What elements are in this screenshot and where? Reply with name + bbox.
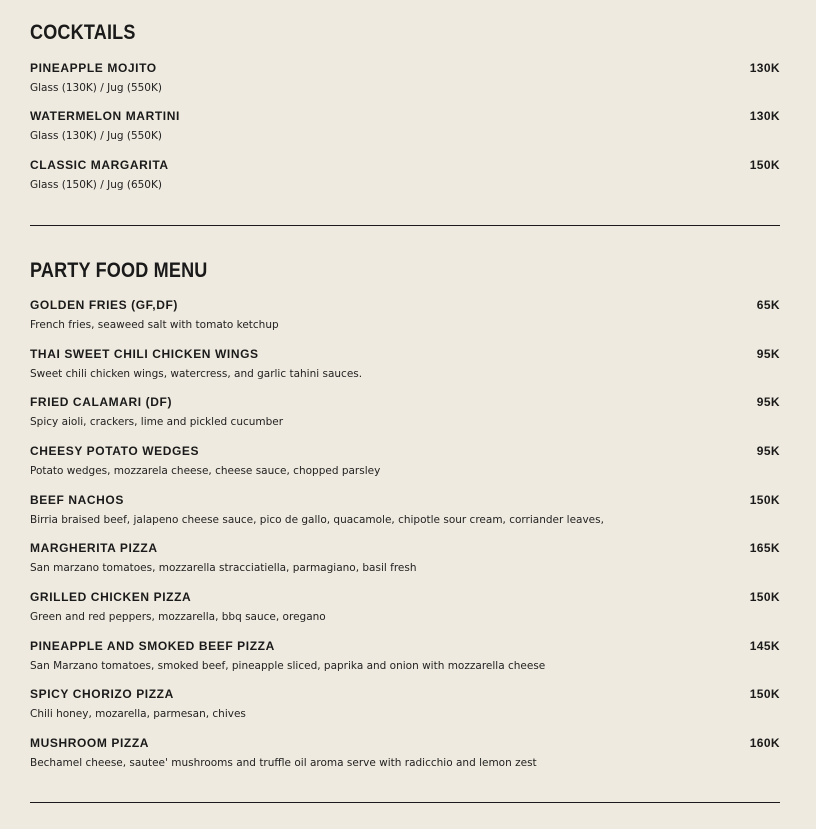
item-name: MUSHROOM PIZZA <box>30 736 150 750</box>
item-name: SPICY CHORIZO PIZZA <box>30 687 174 701</box>
item-price: 65K <box>756 298 780 312</box>
item-price: 160K <box>749 736 780 750</box>
item-price: 145K <box>749 639 780 653</box>
item-description: Birria braised beef, jalapeno cheese sauce, pico de gallo, quacamole, chipotle sour cream, corriander leaves, <box>30 514 604 526</box>
item-price: 165K <box>749 541 780 555</box>
item-description: Glass (130K) / Jug (550K) <box>30 82 162 94</box>
item-name: GOLDEN FRIES (GF,DF) <box>30 298 178 312</box>
section-title-cocktails: COCKTAILS <box>30 21 136 44</box>
item-name: PINEAPPLE AND SMOKED BEEF PIZZA <box>30 639 275 653</box>
section-title-party-food: PARTY FOOD MENU <box>30 259 208 282</box>
item-price: 130K <box>749 109 780 123</box>
item-price: 150K <box>749 687 780 701</box>
item-name: CLASSIC MARGARITA <box>30 158 169 172</box>
item-price: 95K <box>756 347 780 361</box>
section-divider <box>30 802 780 803</box>
item-description: San Marzano tomatoes, smoked beef, pineapple sliced, paprika and onion with mozzarella cheese <box>30 660 546 672</box>
item-name: FRIED CALAMARI (DF) <box>30 395 173 409</box>
item-description: Glass (130K) / Jug (550K) <box>30 130 162 142</box>
item-price: 95K <box>756 444 780 458</box>
item-name: MARGHERITA PIZZA <box>30 541 158 555</box>
item-name: THAI SWEET CHILI CHICKEN WINGS <box>30 347 259 361</box>
item-price: 150K <box>749 493 780 507</box>
item-description: Potato wedges, mozzarela cheese, cheese sauce, chopped parsley <box>30 465 381 477</box>
item-description: French fries, seaweed salt with tomato ketchup <box>30 319 279 331</box>
item-name: GRILLED CHICKEN PIZZA <box>30 590 192 604</box>
item-description: Green and red peppers, mozzarella, bbq sauce, oregano <box>30 611 326 623</box>
item-name: WATERMELON MARTINI <box>30 109 180 123</box>
item-price: 150K <box>749 158 780 172</box>
item-price: 130K <box>749 61 780 75</box>
section-divider <box>30 225 780 226</box>
item-description: Glass (150K) / Jug (650K) <box>30 179 162 191</box>
item-name: PINEAPPLE MOJITO <box>30 61 157 75</box>
item-description: Sweet chili chicken wings, watercress, and garlic tahini sauces. <box>30 368 363 380</box>
item-price: 150K <box>749 590 780 604</box>
item-description: Spicy aioli, crackers, lime and pickled cucumber <box>30 416 284 428</box>
item-description: Chili honey, mozarella, parmesan, chives <box>30 708 246 720</box>
item-description: Bechamel cheese, sautee' mushrooms and truffle oil aroma serve with radicchio and lemon zest <box>30 757 537 769</box>
item-name: BEEF NACHOS <box>30 493 124 507</box>
item-name: CHEESY POTATO WEDGES <box>30 444 200 458</box>
item-description: San marzano tomatoes, mozzarella stracciatiella, parmagiano, basil fresh <box>30 562 417 574</box>
item-price: 95K <box>756 395 780 409</box>
